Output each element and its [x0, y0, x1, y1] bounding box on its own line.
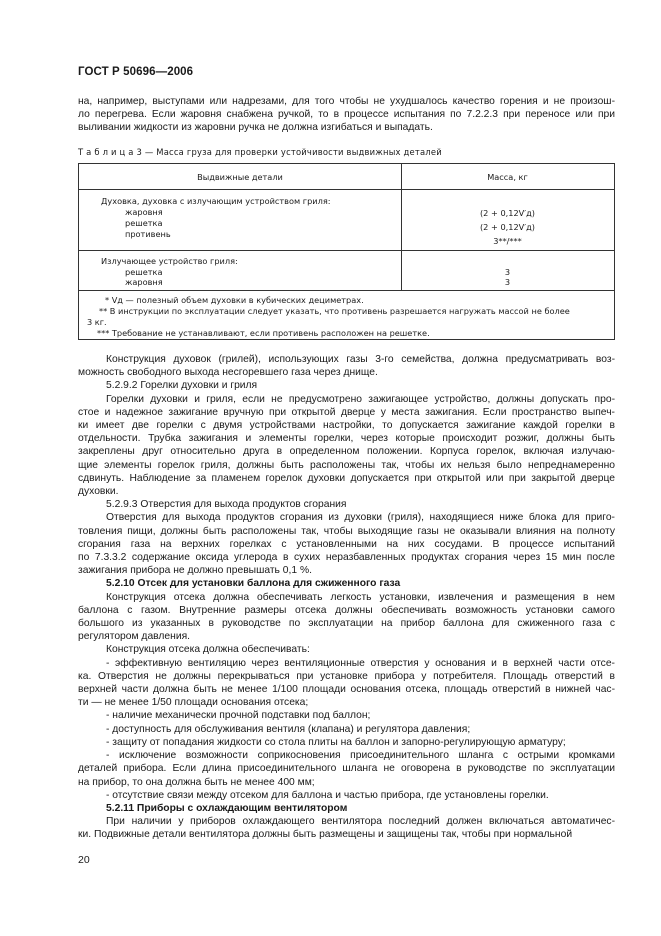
- document-header: ГОСТ Р 50696—2006: [78, 66, 194, 78]
- text-line: ки. Подвижные детали вентилятора должны быть размещены и защищены так, чтобы при нормальной: [78, 829, 573, 841]
- table-item: решетка: [125, 267, 163, 277]
- text-line: - доступность для обслуживания вентиля (клапана) и регулятора давления;: [106, 723, 471, 735]
- paragraph: [78, 591, 615, 644]
- paragraph: [78, 749, 615, 789]
- text-line: - отсутствие связи между отсеком для баллона и частью прибора, где установлены горелки.: [106, 789, 549, 801]
- text-line: щие элементы горелок гриля, должны быть расположены так, чтобы их нельзя было непреднамеренно: [78, 459, 615, 471]
- paragraph: [78, 393, 615, 499]
- paragraph: [78, 379, 615, 392]
- text-line: сгорания газа на верхних горелках с установленными на них сосудами. В процессе испытаний: [78, 538, 615, 550]
- text-line: ка. Отверстия не должны перекрываться при установке прибора у потребителя. Площадь отверстий в: [78, 670, 615, 682]
- text-line: большого из указанных в руководстве по эксплуатации на прибор баллона для сжиженного газа с: [78, 618, 615, 630]
- text-line: При наличии у приборов охлаждающего вентилятора последний должен включаться автоматичес-: [106, 816, 615, 828]
- text-line: регулятором давления.: [78, 631, 191, 643]
- paragraph: [78, 709, 615, 722]
- text-line: ки имеет две горелки с двумя устройствами настройки, то допускается зажигание каждой горелки в: [78, 420, 615, 432]
- table-item: решетка: [125, 218, 163, 228]
- column-header-mass: Масса, кг: [487, 172, 528, 182]
- paragraph: [78, 789, 615, 802]
- text-line: на прибор, то она должна быть не менее 400 мм;: [78, 776, 315, 788]
- mass-value: 3: [504, 277, 511, 287]
- text-line: товления пищи, должны быть расположены так, чтобы выходящие газы не оказывали влияния на полноту: [78, 525, 615, 537]
- text-line: Отверстия для выхода продуктов сгорания из духовки (гриля), находящиеся ниже блока для приго-: [106, 512, 615, 524]
- text-line: 5.2.11 Приборы с охлаждающим вентилятором: [106, 802, 348, 814]
- paragraph: [78, 723, 615, 736]
- table-footnote: 3 кг.: [87, 317, 107, 327]
- mass-table: [78, 163, 615, 340]
- table-footnote: * Vд — полезный объем духовки в кубических дециметрах.: [105, 295, 364, 305]
- paragraph: [78, 736, 615, 749]
- text-line: Конструкция отсека должна обеспечивать легкость установки, извлечения и размещения в нем: [106, 591, 615, 603]
- table-item: жаровня: [125, 207, 163, 217]
- paragraph: [78, 511, 615, 577]
- mass-value: 3**/***: [493, 236, 522, 246]
- text-line: можность свободного выхода несгоревшего газа через днище.: [78, 367, 378, 379]
- mass-value: 3: [504, 267, 511, 277]
- table-item: противень: [125, 229, 171, 239]
- table-caption: Т а б л и ц а 3 — Масса груза для проверки устойчивости выдвижных деталей: [78, 147, 442, 157]
- text-line: на, например, выступами или надрезами, для того чтобы не ухудшалось качество горения и не произош-: [78, 96, 615, 107]
- table-footnote: ** В инструкции по эксплуатации следует указать, что противень разрешается нагружать массой не более: [99, 306, 570, 316]
- text-line: ти — не менее 1/50 площади основания отсека;: [78, 697, 309, 709]
- paragraph: [78, 643, 615, 656]
- text-line: духовки.: [78, 486, 119, 498]
- text-line: верхней части должна быть не менее 1/100 площади основания отсека, площадь отверстий в нижней час-: [78, 684, 615, 696]
- column-header-parts: Выдвижные детали: [197, 172, 283, 182]
- paragraph: [78, 498, 615, 511]
- section-heading: [78, 577, 615, 590]
- text-line: 5.2.10 Отсек для установки баллона для сжиженного газа: [106, 578, 401, 590]
- text-line: Горелки духовки и гриля, если не предусмотрено зажигающее устройство, должны допускать про-: [106, 393, 615, 405]
- text-line: отдельности. Трубка зажигания и элементы горелки, через которые происходит розжиг, должны быть: [78, 433, 615, 445]
- text-line: - наличие механически прочной подставки под баллон;: [106, 710, 371, 722]
- text-line: деталей прибора. Если длина присоединительного шланга не оговорена в руководстве по эксплуатации: [78, 763, 615, 775]
- text-line: - исключение возможности соприкосновения присоединительного шланга с острыми кромками: [106, 750, 615, 762]
- text-line: сдвинуть. Наблюдение за пламенем горелок духовки допускается при открытой или при закрытой дверце: [78, 472, 615, 484]
- text-line: 5.2.9.3 Отверстия для выхода продуктов сгорания: [106, 499, 347, 511]
- text-line: - эффективную вентиляцию через вентиляционные отверстия у основания и в верхней части отсе-: [106, 657, 615, 669]
- body-text: [78, 353, 615, 842]
- mass-value: (2 + 0,12V′д): [479, 222, 535, 232]
- text-line: стое и надежное зажигание вручную при открытой дверце у места зажигания. Если пространство выпеч-: [78, 406, 615, 418]
- mass-value: (2 + 0,12V′д): [479, 208, 535, 218]
- section-heading: [78, 802, 615, 815]
- paragraph: [78, 353, 615, 379]
- text-line: закреплены друг относительно друга в определенном положении. Корпуса горелок, включая излучаю-: [78, 446, 615, 458]
- table-footnote: *** Требование не устанавливают, если противень расположен на решетке.: [97, 328, 430, 338]
- text-line: ло перегрева. Если жаровня снабжена ручкой, то в процессе испытания по 7.2.2.3 при переносе или при: [78, 109, 615, 121]
- text-line: 5.2.9.2 Горелки духовки и гриля: [106, 380, 258, 392]
- paragraph: [78, 815, 615, 841]
- text-line: выливании жидкости из жаровни ручка не должна изгибаться и выпадать.: [78, 122, 433, 134]
- paragraph: [78, 657, 615, 710]
- text-line: - защиту от попадания жидкости со стола плиты на баллон и запорно-регулирующую арматуру;: [106, 736, 566, 748]
- text-line: Конструкция духовок (грилей), использующих газы 3-го семейства, должна предусматривать воз-: [106, 354, 615, 365]
- text-line: баллона с газом. Внутренние размеры отсека должны обеспечивать возможность установки самого: [78, 604, 615, 616]
- intro-paragraph: [78, 95, 615, 135]
- text-line: по 7.3.3.2 содержание оксида углерода в сухих неразбавленных продуктах сгорания через 15 мин после: [78, 552, 615, 564]
- table-item: жаровня: [125, 277, 163, 287]
- group-title-grill: Излучающее устройство гриля:: [101, 256, 238, 266]
- group-title-oven: Духовка, духовка с излучающим устройством гриля:: [101, 196, 331, 206]
- page-number: 20: [78, 854, 90, 866]
- text-line: зажигания прибора не должно превышать 0,1 %.: [78, 565, 312, 577]
- text-line: Конструкция отсека должна обеспечивать:: [106, 644, 310, 656]
